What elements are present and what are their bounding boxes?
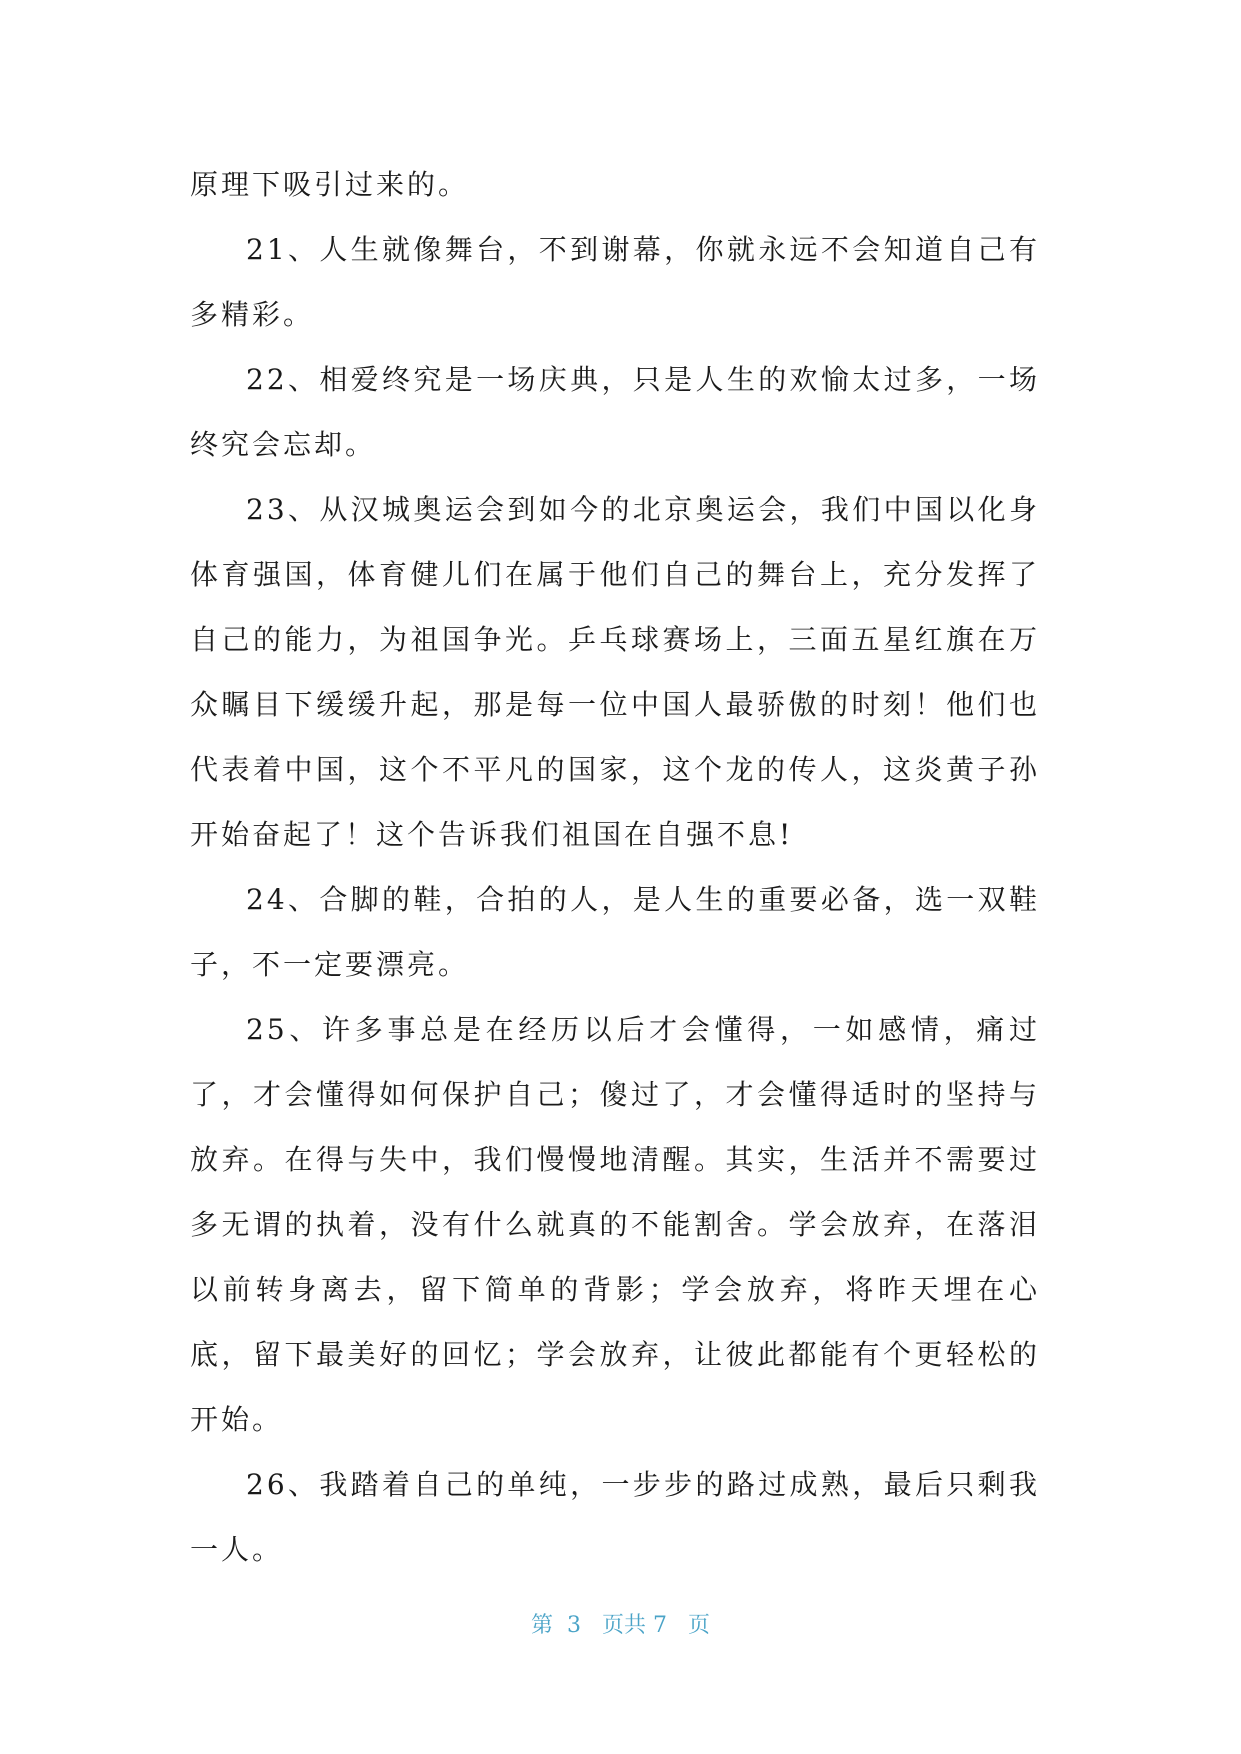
document-body xyxy=(190,152,1040,1582)
paragraph-continuation: 原理下吸引过来的。 xyxy=(190,168,470,201)
page-number-footer: 第 3 页共 7 页 xyxy=(531,1613,710,1638)
paragraph-26: 26、我踏着自己的单纯，一步步的路过成熟，最后只剩我一人。 xyxy=(190,1468,1040,1566)
paragraph-25: 25、许多事总是在经历以后才会懂得，一如感情，痛过了，才会懂得如何保护自己；傻过了，才会懂得适时的坚持与放弃。在得与失中，我们慢慢地清醒。其实，生活并不需要过多无谓的执着，没有什么就真的不能割舍。学会放弃，在落泪以前转身离去，留下简单的背影；学会放弃，将昨天埋在心底，留下最美好的回忆；学会放弃，让彼此都能有个更轻松的开始。 xyxy=(190,1013,1040,1436)
paragraph-22: 22、相爱终究是一场庆典，只是人生的欢愉太过多，一场终究会忘却。 xyxy=(190,363,1040,461)
paragraph-23: 23、从汉城奥运会到如今的北京奥运会，我们中国以化身体育强国，体育健儿们在属于他们自己的舞台上，充分发挥了自己的能力，为祖国争光。乒乓球赛场上，三面五星红旗在万众瞩目下缓缓升起，那是每一位中国人最骄傲的时刻！他们也代表着中国，这个不平凡的国家，这个龙的传人，这炎黄子孙开始奋起了！这个告诉我们祖国在自强不息! xyxy=(190,493,1040,851)
paragraph-21: 21、人生就像舞台，不到谢幕，你就永远不会知道自己有多精彩。 xyxy=(190,233,1040,331)
paragraph-24: 24、合脚的鞋，合拍的人，是人生的重要必备，选一双鞋子，不一定要漂亮。 xyxy=(190,883,1040,981)
